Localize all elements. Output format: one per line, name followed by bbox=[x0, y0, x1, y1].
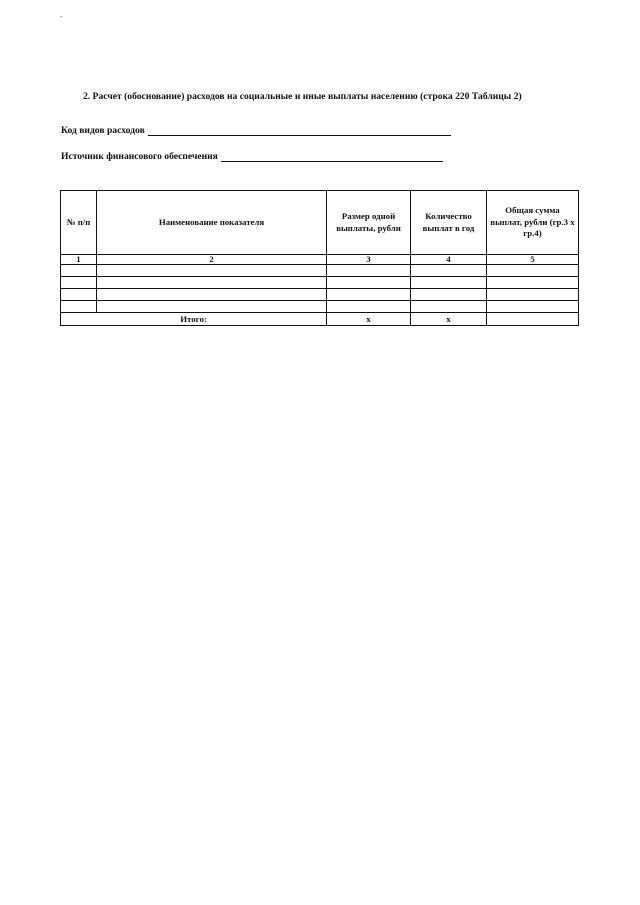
header-payments-count: Количество выплат в год bbox=[411, 191, 487, 255]
expense-code-input-line[interactable] bbox=[148, 125, 451, 136]
table-cell[interactable] bbox=[97, 289, 327, 301]
column-number: 3 bbox=[327, 255, 411, 265]
total-label: Итого: bbox=[61, 313, 327, 326]
column-number: 2 bbox=[97, 255, 327, 265]
table-cell[interactable] bbox=[97, 301, 327, 313]
section-title: 2. Расчет (обоснование) расходов на социальные и иные выплаты населению (строка 220 Таблицы 2) bbox=[83, 91, 522, 102]
table-cell[interactable] bbox=[61, 265, 97, 277]
table-header-row bbox=[61, 191, 579, 255]
scan-mark: - bbox=[60, 12, 63, 21]
table-cell[interactable] bbox=[97, 265, 327, 277]
table-row bbox=[61, 289, 579, 301]
total-row bbox=[61, 313, 579, 326]
column-number-row bbox=[61, 255, 579, 265]
column-number: 1 bbox=[61, 255, 97, 265]
table-cell[interactable] bbox=[327, 301, 411, 313]
table-cell[interactable] bbox=[327, 289, 411, 301]
funding-source-field bbox=[61, 151, 443, 162]
table-cell[interactable] bbox=[411, 277, 487, 289]
table-row bbox=[61, 277, 579, 289]
table-cell[interactable] bbox=[411, 265, 487, 277]
total-payment-size-cell: x bbox=[327, 313, 411, 326]
table-cell[interactable] bbox=[487, 289, 579, 301]
column-number: 5 bbox=[487, 255, 579, 265]
table-row bbox=[61, 265, 579, 277]
column-number: 4 bbox=[411, 255, 487, 265]
funding-source-input-line[interactable] bbox=[221, 151, 443, 162]
table-cell[interactable] bbox=[327, 277, 411, 289]
header-total-sum: Общая сумма выплат, рубли (гр.3 x гр.4) bbox=[487, 191, 579, 255]
total-sum-cell[interactable] bbox=[487, 313, 579, 326]
funding-source-label: Источник финансового обеспечения bbox=[61, 151, 218, 162]
expense-code-field bbox=[61, 125, 451, 136]
header-payment-size: Размер одной выплаты, рубли bbox=[327, 191, 411, 255]
table-cell[interactable] bbox=[487, 301, 579, 313]
expense-code-label: Код видов расходов bbox=[61, 125, 145, 136]
table-cell[interactable] bbox=[327, 265, 411, 277]
table-cell[interactable] bbox=[487, 277, 579, 289]
payments-table bbox=[60, 190, 579, 326]
table-cell[interactable] bbox=[61, 277, 97, 289]
table-cell[interactable] bbox=[411, 301, 487, 313]
header-indicator-name: Наименование показателя bbox=[97, 191, 327, 255]
table-cell[interactable] bbox=[61, 301, 97, 313]
table-cell[interactable] bbox=[411, 289, 487, 301]
table-cell[interactable] bbox=[61, 289, 97, 301]
table-row bbox=[61, 301, 579, 313]
total-payments-count-cell: x bbox=[411, 313, 487, 326]
table-cell[interactable] bbox=[97, 277, 327, 289]
header-number: № п/п bbox=[61, 191, 97, 255]
table-cell[interactable] bbox=[487, 265, 579, 277]
